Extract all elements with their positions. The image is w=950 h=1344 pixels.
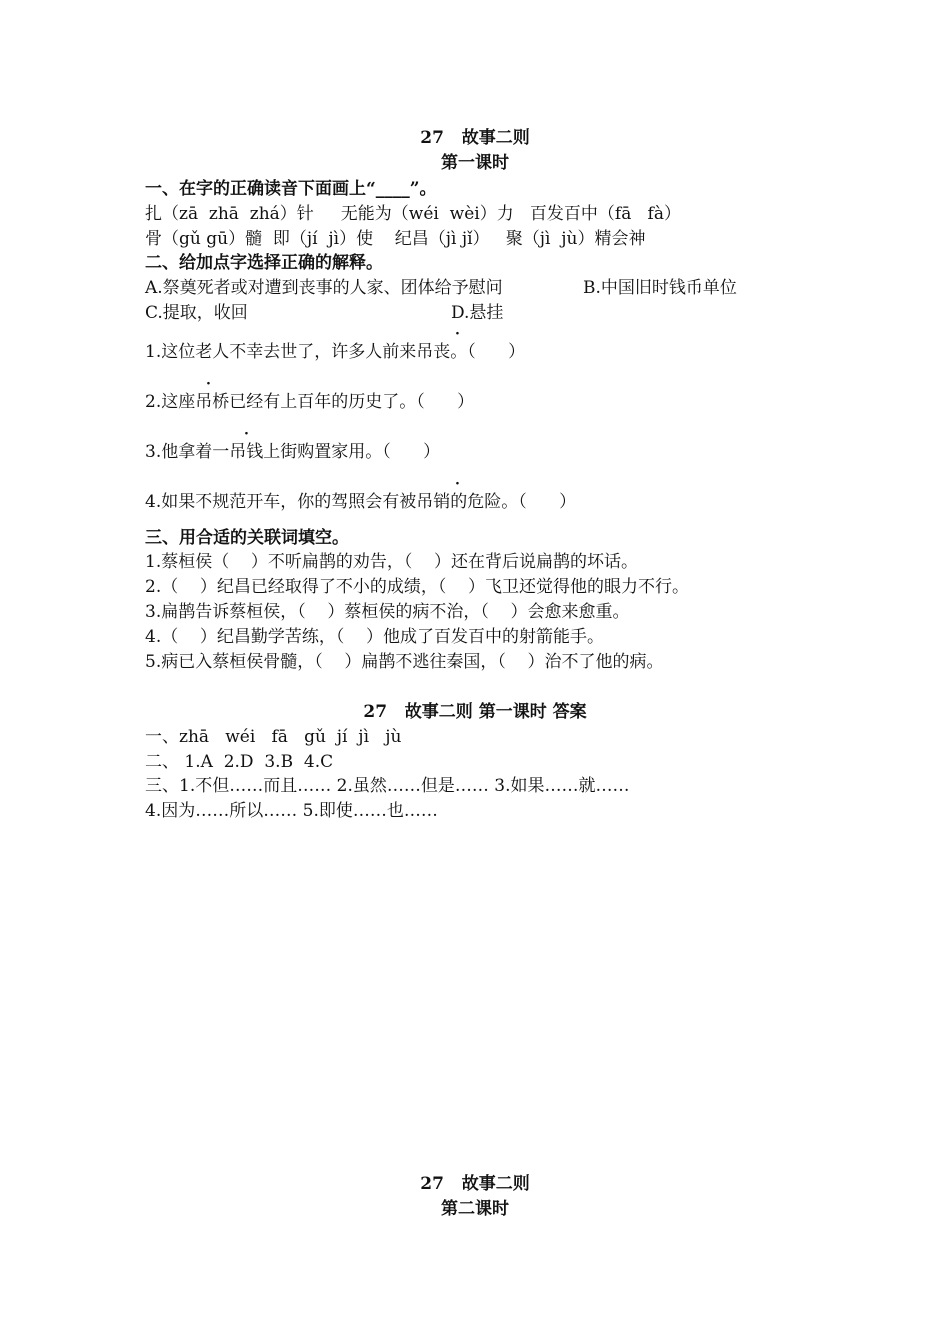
answer-line-2: 二、 1.A 2.D 3.B 4.C — [145, 752, 334, 772]
q1-row-1: 扎（zā zhā zhá）针 无能为（wéi wèi）力 百发百中（fā fà） — [145, 204, 681, 224]
emphasis-dot: · — [206, 376, 211, 392]
q3-item-4: 4.（ ）纪昌勤学苦练，（ ）他成了百发百中的射箭能手。 — [145, 627, 604, 647]
emphasis-dot: · — [455, 476, 460, 492]
q3-item-3: 3.扁鹊告诉蔡桓侯，（ ）蔡桓侯的病不治，（ ）会愈来愈重。 — [145, 602, 630, 622]
answers-title: 27 故事二则 第一课时 答案 — [363, 702, 587, 722]
q3-item-1: 1.蔡桓侯（ ）不听扁鹊的劝告，（ ）还在背后说扁鹊的坏话。 — [145, 552, 638, 572]
emphasis-dot: · — [244, 426, 249, 442]
q2-item-2: 2.这座吊桥已经有上百年的历史了。（ ） — [145, 392, 475, 412]
answer-line-4: 4.因为……所以…… 5.即使……也…… — [145, 801, 438, 821]
answer-line-3: 三、1.不但……而且…… 2.虽然……但是…… 3.如果……就…… — [145, 776, 630, 796]
q2-item-4: 4.如果不规范开车，你的驾照会有被吊销的危险。（ ） — [145, 492, 577, 512]
lesson2-subtitle: 第二课时 — [441, 1199, 509, 1219]
q1-heading: 一、在字的正确读音下面画上“____”。 — [145, 179, 437, 199]
lesson-subtitle: 第一课时 — [441, 153, 509, 173]
q3-heading: 三、用合适的关联词填空。 — [145, 528, 349, 548]
q2-item-3: 3.他拿着一吊钱上街购置家用。（ ） — [145, 442, 441, 462]
lesson-title: 27 故事二则 — [420, 128, 530, 148]
answer-line-1: 一、zhā wéi fā gǔ jí jì jù — [145, 727, 402, 747]
q2-option-c: C.提取，收回 — [145, 303, 248, 323]
emphasis-dot: · — [455, 326, 460, 342]
q2-option-b: B.中国旧时钱币单位 — [583, 278, 737, 298]
q2-item-1: 1.这位老人不幸去世了，许多人前来吊丧。（ ） — [145, 342, 526, 362]
q3-item-2: 2.（ ）纪昌已经取得了不小的成绩，（ ）飞卫还觉得他的眼力不行。 — [145, 577, 689, 597]
q2-option-a: A.祭奠死者或对遭到丧事的人家、团体给予慰问 — [145, 278, 503, 298]
lesson2-title: 27 故事二则 — [420, 1174, 530, 1194]
q3-item-5: 5.病已入蔡桓侯骨髓，（ ）扁鹊不逃往秦国，（ ）治不了他的病。 — [145, 652, 664, 672]
q2-heading: 二、给加点字选择正确的解释。 — [145, 253, 383, 273]
q2-option-d: D.悬挂 — [451, 303, 504, 323]
q1-row-2: 骨（gǔ gū）髓 即（jí jì）使 纪昌（jì jǐ） 聚（jì jù）精会神 — [145, 229, 646, 249]
